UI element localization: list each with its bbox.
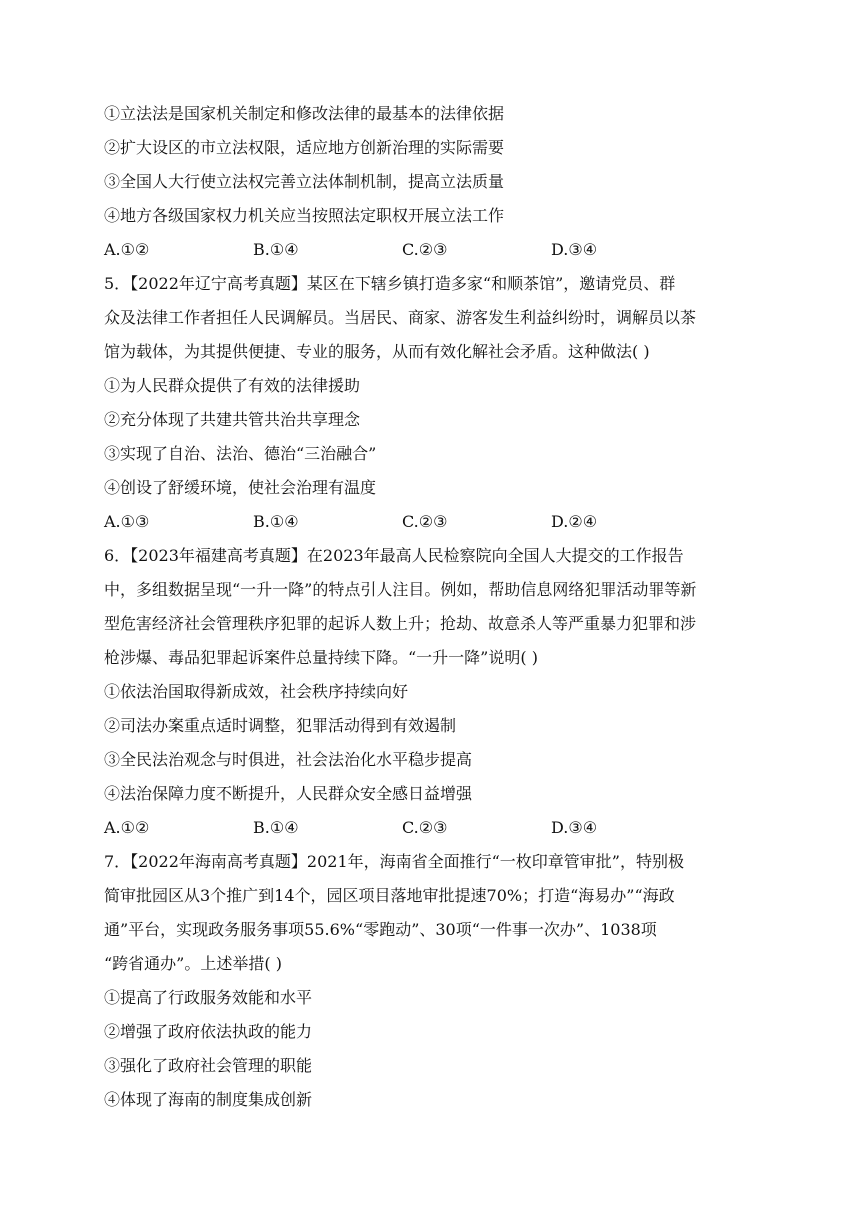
- question-stem-line: 简审批园区从3个推广到14个，园区项目落地审批提速70%；打造“海易办”“海政: [104, 886, 675, 905]
- statement: ③全民法治观念与时俱进，社会法治化水平稳步提高: [104, 750, 473, 769]
- statement: ①依法治国取得新成效，社会秩序持续向好: [104, 682, 409, 701]
- statement: ②司法办案重点适时调整，犯罪活动得到有效遏制: [104, 716, 457, 735]
- option-c: C.②③: [402, 512, 448, 531]
- question-4-tail: [104, 97, 764, 267]
- question-stem-line: “跨省通办”。上述举措( ): [104, 954, 282, 973]
- option-a: A.①②: [104, 818, 150, 837]
- option-d: D.②④: [551, 512, 598, 531]
- question-stem-line: 枪涉爆、毒品犯罪起诉案件总量持续下降。“一升一降”说明( ): [104, 648, 538, 667]
- option-a: A.①②: [104, 240, 150, 259]
- question-stem-line: 6．【2023年福建高考真题】在2023年最高人民检察院向全国人大提交的工作报告: [104, 546, 684, 565]
- statement: ③实现了自治、法治、德治“三治融合”: [104, 444, 377, 463]
- question-5: [104, 267, 764, 539]
- question-stem-line: 型危害经济社会管理秩序犯罪的起诉人数上升；抢劫、故意杀人等严重暴力犯罪和涉: [104, 614, 697, 633]
- question-stem-line: 中，多组数据呈现“一升一降”的特点引人注目。例如，帮助信息网络犯罪活动罪等新: [104, 580, 697, 599]
- statement: ③强化了政府社会管理的职能: [104, 1056, 313, 1075]
- statement: ①立法法是国家机关制定和修改法律的最基本的法律依据: [104, 104, 505, 123]
- statement: ④法治保障力度不断提升，人民群众安全感日益增强: [104, 784, 473, 803]
- option-d: D.③④: [551, 818, 598, 837]
- statement: ③全国人大行使立法权完善立法体制机制，提高立法质量: [104, 172, 505, 191]
- question-6: [104, 539, 764, 845]
- statement: ④创设了舒缓环境，使社会治理有温度: [104, 478, 377, 497]
- statement: ④体现了海南的制度集成创新: [104, 1090, 313, 1109]
- statement: ①提高了行政服务效能和水平: [104, 988, 313, 1007]
- question-7: [104, 845, 764, 1117]
- statement: ①为人民群众提供了有效的法律援助: [104, 376, 361, 395]
- question-stem-line: 通”平台，实现政务服务事项55.6%“零跑动”、30项“一件事一次办”、1038项: [104, 920, 657, 939]
- option-b: B.①④: [253, 818, 299, 837]
- answer-options: [104, 233, 764, 267]
- question-stem-line: 馆为载体，为其提供便捷、专业的服务，从而有效化解社会矛盾。这种做法( ): [104, 342, 650, 361]
- statement: ②扩大设区的市立法权限，适应地方创新治理的实际需要: [104, 138, 505, 157]
- option-c: C.②③: [402, 818, 448, 837]
- question-content: [104, 97, 764, 1117]
- option-b: B.①④: [253, 240, 299, 259]
- question-stem-line: 5．【2022年辽宁高考真题】某区在下辖乡镇打造多家“和顺茶馆”，邀请党员、群: [104, 274, 676, 293]
- option-b: B.①④: [253, 512, 299, 531]
- option-d: D.③④: [551, 240, 598, 259]
- question-stem-line: 7．【2022年海南高考真题】2021年，海南省全面推行“一枚印章管审批”，特别极: [104, 852, 684, 871]
- statement: ②充分体现了共建共管共治共享理念: [104, 410, 361, 429]
- option-c: C.②③: [402, 240, 448, 259]
- statement: ④地方各级国家权力机关应当按照法定职权开展立法工作: [104, 206, 505, 225]
- statement: ②增强了政府依法执政的能力: [104, 1022, 313, 1041]
- answer-options: [104, 811, 764, 845]
- question-stem-line: 众及法律工作者担任人民调解员。当居民、商家、游客发生利益纠纷时，调解员以茶: [104, 308, 697, 327]
- answer-options: [104, 505, 764, 539]
- option-a: A.①③: [104, 512, 150, 531]
